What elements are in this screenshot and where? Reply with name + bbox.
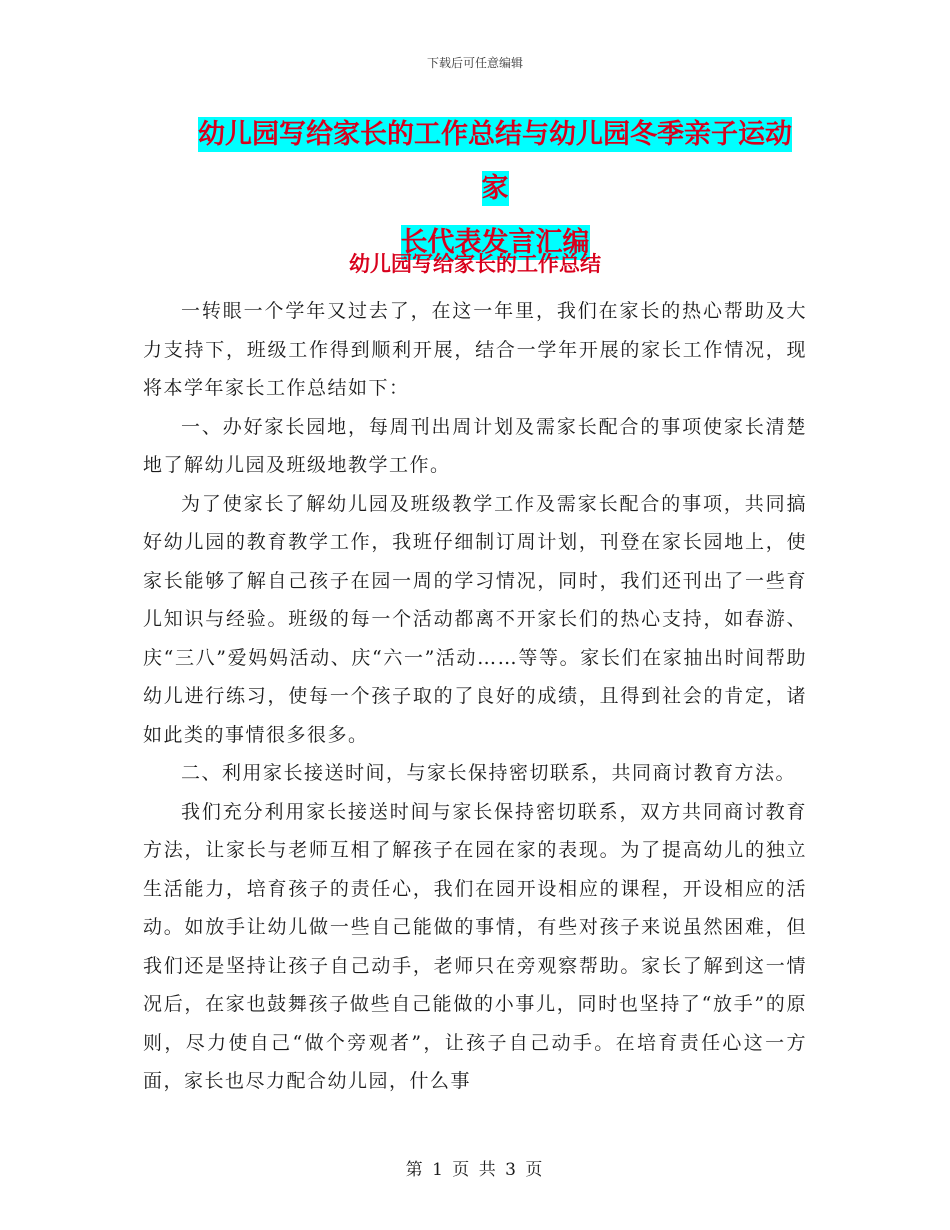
document-body	[143, 292, 807, 1101]
paragraph-5: 我们充分利用家长接送时间与家长保持密切联系，双方共同商讨教育方法，让家长与老师互相了解孩子在园在家的表现。为了提高幼儿的独立生活能力，培育孩子的责任心，我们在园开设相应的课程，开设相应的活动。如放手让幼儿做一些自己能做的事情，有些对孩子来说虽然困难，但我们还是坚持让孩子自己动手，老师只在旁观察帮助。家长了解到这一情况后，在家也鼓舞孩子做些自己能做的小事儿，同时也坚持了“放手”的原则，尽力使自己“做个旁观者”，让孩子自己动手。在培育责任心这一方面，家长也尽力配合幼儿园，什么事	[143, 800, 807, 1092]
paragraph-3: 为了使家长了解幼儿园及班级教学工作及需家长配合的事项，共同搞好幼儿园的教育教学工作，我班仔细制订周计划，刊登在家长园地上，使家长能够了解自己孩子在园一周的学习情况，同时，我们还刊出了一些育儿知识与经验。班级的每一个活动都离不开家长们的热心支持，如春游、庆“三八”爱妈妈活动、庆“六一”活动……等等。家长们在家抽出时间帮助幼儿进行练习，使每一个孩子取的了良好的成绩，且得到社会的肯定，诸如此类的事情很多很多。	[143, 492, 807, 746]
paragraph-4: 二、利用家长接送时间，与家长保持密切联系，共同商讨教育方法。	[181, 762, 797, 784]
paragraph-1: 一转眼一个学年又过去了，在这一年里，我们在家长的热心帮助及大力支持下，班级工作得到顺利开展，结合一学年开展的家长工作情况，现将本学年家长工作总结如下：	[143, 300, 807, 399]
page-number: 第 1 页 共 3 页	[405, 1160, 545, 1180]
document-title	[185, 108, 805, 270]
document-title-line-2: 长代表发言汇编	[400, 227, 590, 258]
document-title-line-1: 幼儿园写给家长的工作总结与幼儿园冬季亲子运动家	[198, 119, 792, 204]
header-note: 下载后可任意编辑	[426, 56, 523, 70]
section-title: 幼儿园写给家长的工作总结	[349, 252, 601, 276]
paragraph-2: 一、办好家长园地，每周刊出周计划及需家长配合的事项使家长清楚地了解幼儿园及班级地教学工作。	[143, 415, 807, 476]
